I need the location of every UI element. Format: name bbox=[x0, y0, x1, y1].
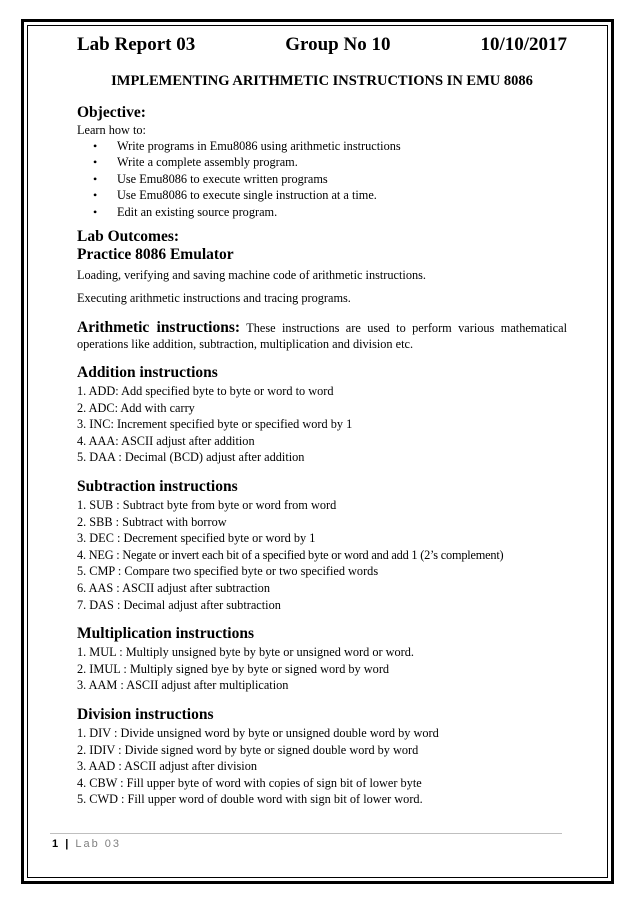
section-heading: Multiplication instructions bbox=[77, 625, 254, 643]
instruction-line: 5. CWD : Fill upper word of double word with sign bit of lower word. bbox=[77, 792, 423, 807]
objective-intro: Learn how to: bbox=[77, 123, 146, 137]
footer-label: Lab 03 bbox=[75, 838, 121, 850]
instruction-line: 3. AAM : ASCII adjust after multiplication bbox=[77, 678, 289, 693]
footer-rule bbox=[50, 833, 562, 834]
outcomes-line: Loading, verifying and saving machine code of arithmetic instructions. bbox=[77, 268, 426, 283]
header-report-number: Lab Report 03 bbox=[77, 34, 196, 55]
instruction-line: 4. NEG : Negate or invert each bit of a specified byte or word and add 1 (2’s complement) bbox=[77, 547, 504, 562]
multiplication-section bbox=[77, 625, 567, 694]
report-header bbox=[77, 34, 567, 56]
outcomes-heading: Lab Outcomes: bbox=[77, 228, 180, 246]
instruction-line: 3. INC: Increment specified byte or specified word by 1 bbox=[77, 417, 353, 432]
instruction-line: 1. SUB : Subtract byte from byte or word from word bbox=[77, 498, 337, 512]
arithmetic-term: Arithmetic instructions: bbox=[77, 319, 241, 337]
header-group-number: Group No 10 bbox=[285, 34, 391, 55]
instruction-line: 5. CMP : Compare two specified byte or two specified words bbox=[77, 564, 379, 579]
instruction-line: 4. AAA: ASCII adjust after addition bbox=[77, 433, 255, 448]
section-heading: Division instructions bbox=[77, 705, 214, 723]
objective-heading: Objective: bbox=[77, 104, 146, 121]
section-heading: Addition instructions bbox=[77, 364, 218, 382]
document-body bbox=[77, 34, 567, 808]
objective-item: • Write a complete assembly program. bbox=[77, 154, 567, 170]
objective-list bbox=[77, 138, 567, 220]
outcomes-subheading: Practice 8086 Emulator bbox=[77, 246, 234, 264]
instruction-line: 2. ADC: Add with carry bbox=[77, 400, 195, 415]
objective-item: • Use Emu8086 to execute written programs bbox=[77, 171, 567, 187]
subtraction-section bbox=[77, 478, 567, 613]
instruction-line: 2. IMUL : Multiply signed bye by byte or signed word by word bbox=[77, 661, 390, 676]
instruction-line: 1. DIV : Divide unsigned word by byte or unsigned double word by word bbox=[77, 725, 439, 740]
instruction-line: 3. AAD : ASCII adjust after division bbox=[77, 759, 258, 774]
arithmetic-paragraph bbox=[77, 320, 567, 352]
addition-section bbox=[77, 364, 567, 466]
objective-item: • Use Emu8086 to execute single instruction at a time. bbox=[77, 187, 567, 203]
outcomes-line: Executing arithmetic instructions and tracing programs. bbox=[77, 291, 351, 306]
instruction-line: 1. ADD: Add specified byte to byte or word to word bbox=[77, 384, 334, 399]
objective-item: • Write programs in Emu8086 using arithmetic instructions bbox=[77, 138, 567, 154]
arithmetic-text: These instructions are used to perform various mathematical operations like addition, subtraction, multiplication and division etc. bbox=[77, 321, 567, 352]
instruction-line: 7. DAS : Decimal adjust after subtraction bbox=[77, 597, 281, 612]
section-heading: Subtraction instructions bbox=[77, 478, 238, 495]
objective-item: • Edit an existing source program. bbox=[77, 204, 567, 220]
instruction-line: 3. DEC : Decrement specified byte or word by 1 bbox=[77, 531, 316, 546]
instruction-line: 2. SBB : Subtract with borrow bbox=[77, 514, 227, 529]
document-title: IMPLEMENTING ARITHMETIC INSTRUCTIONS IN EMU 8086 bbox=[111, 73, 533, 89]
instruction-line: 2. IDIV : Divide signed word by byte or signed double word by word bbox=[77, 742, 419, 757]
instruction-line: 1. MUL : Multiply unsigned byte by byte or unsigned word or word. bbox=[77, 645, 414, 660]
instruction-line: 6. AAS : ASCII adjust after subtraction bbox=[77, 580, 270, 595]
header-date: 10/10/2017 bbox=[480, 34, 567, 55]
page-footer bbox=[52, 838, 121, 850]
page-number: 1 bbox=[52, 838, 59, 850]
division-section bbox=[77, 706, 567, 808]
instruction-line: 4. CBW : Fill upper byte of word with copies of sign bit of lower byte bbox=[77, 775, 422, 790]
instruction-line: 5. DAA : Decimal (BCD) adjust after addition bbox=[77, 450, 305, 465]
footer-separator: | bbox=[65, 838, 69, 850]
